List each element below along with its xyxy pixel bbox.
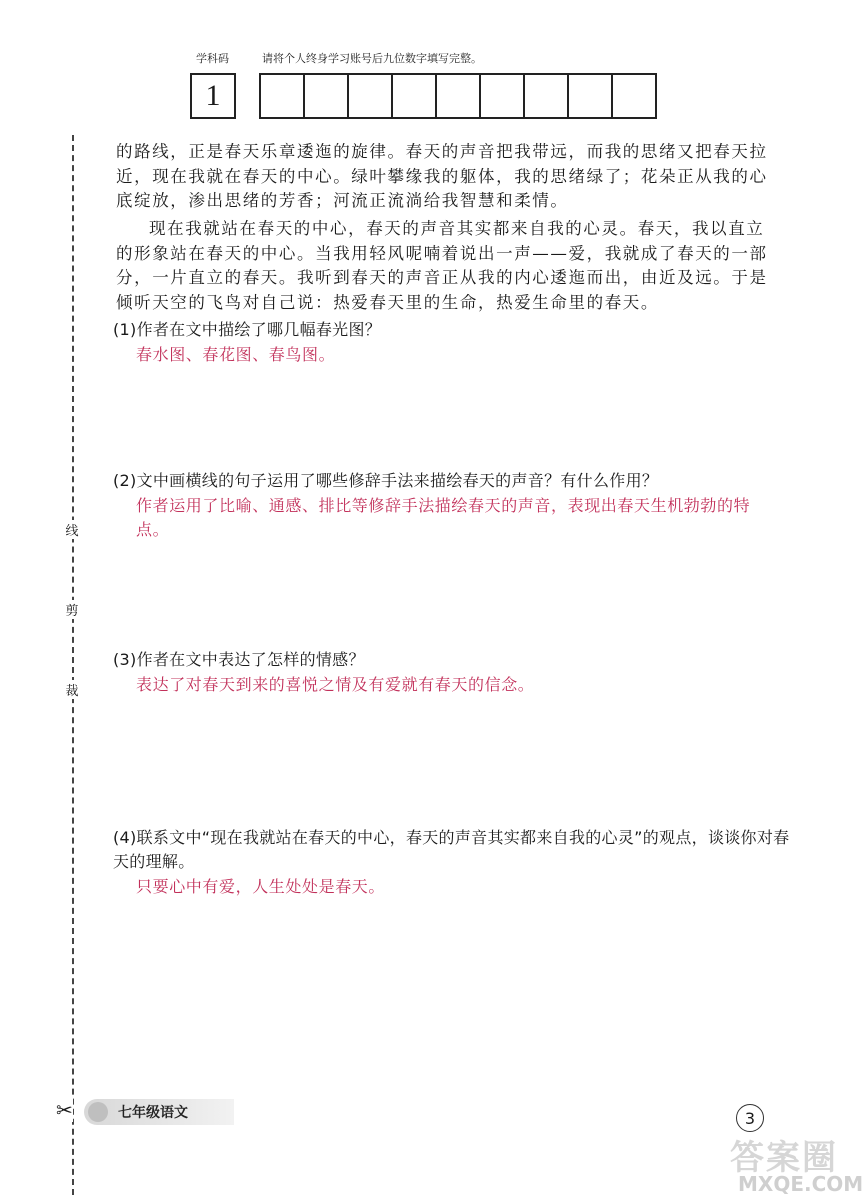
passage-paragraph: 的路线，正是春天乐章逶迤的旋律。春天的声音把我带远，而我的思绪又把春天拉近，现在我就在春天的中心。绿叶攀缘我的躯体，我的思绪绿了；花朵正从我的心底绽放，渗出思绪的芳香；河流正流淌给我智慧和柔情。 [116, 142, 768, 210]
question-text: (1)作者在文中描绘了哪几幅春光图？ [113, 320, 382, 339]
page-number: 3 [736, 1104, 764, 1132]
decorative-dot-icon [88, 1102, 108, 1122]
question-text: (2)文中画横线的句子运用了哪些修辞手法来描绘春天的声音？有什么作用？ [113, 471, 659, 490]
answer-text: 表达了对春天到来的喜悦之情及有爱就有春天的信念。 [136, 675, 535, 694]
answer-text: 作者运用了比喻、通感、排比等修辞手法描绘春天的声音，表现出春天生机勃勃的特点。 [136, 496, 751, 539]
account-instruction: 请将个人终身学习账号后九位数字填写完整。 [262, 52, 482, 65]
account-digit-boxes [259, 73, 655, 119]
cut-line [72, 135, 74, 1195]
digit-box[interactable] [611, 73, 657, 119]
scissors-icon: ✂ [56, 1098, 73, 1122]
grade-label: 七年级语文 [118, 1105, 188, 1121]
cut-line-label: 裁 [62, 680, 82, 699]
subject-code-label: 学科码 [196, 52, 229, 65]
digit-box[interactable] [567, 73, 613, 119]
question-text: (3)作者在文中表达了怎样的情感？ [113, 650, 365, 669]
cut-line-label: 剪 [62, 600, 82, 619]
digit-box[interactable] [435, 73, 481, 119]
subject-code-box: 1 [190, 73, 236, 119]
question-text: (4)联系文中“现在我就站在春天的中心，春天的声音其实都来自我的心灵”的观点，谈谈你对春天的理解。 [113, 828, 790, 871]
digit-box[interactable] [259, 73, 305, 119]
answer-text: 春水图、春花图、春鸟图。 [136, 345, 336, 364]
digit-box[interactable] [347, 73, 393, 119]
watermark-logo: 答案圈 [730, 1138, 838, 1178]
watermark-url: MXQE.COM [738, 1172, 863, 1196]
digit-box[interactable] [479, 73, 525, 119]
passage-paragraph: 现在我就站在春天的中心，春天的声音其实都来自我的心灵。春天，我以直立的形象站在春天的中心。当我用轻风呢喃着说出一声——爱，我就成了春天的一部分，一片直立的春天。我听到春天的声音正从我的内心逶迤而出，由近及远。于是倾听天空的飞鸟对自己说：热爱春天里的生命，热爱生命里的春天。 [116, 219, 768, 312]
cut-line-label: 线 [62, 520, 82, 539]
digit-box[interactable] [391, 73, 437, 119]
digit-box[interactable] [523, 73, 569, 119]
digit-box[interactable] [303, 73, 349, 119]
answer-text: 只要心中有爱，人生处处是春天。 [136, 877, 386, 896]
